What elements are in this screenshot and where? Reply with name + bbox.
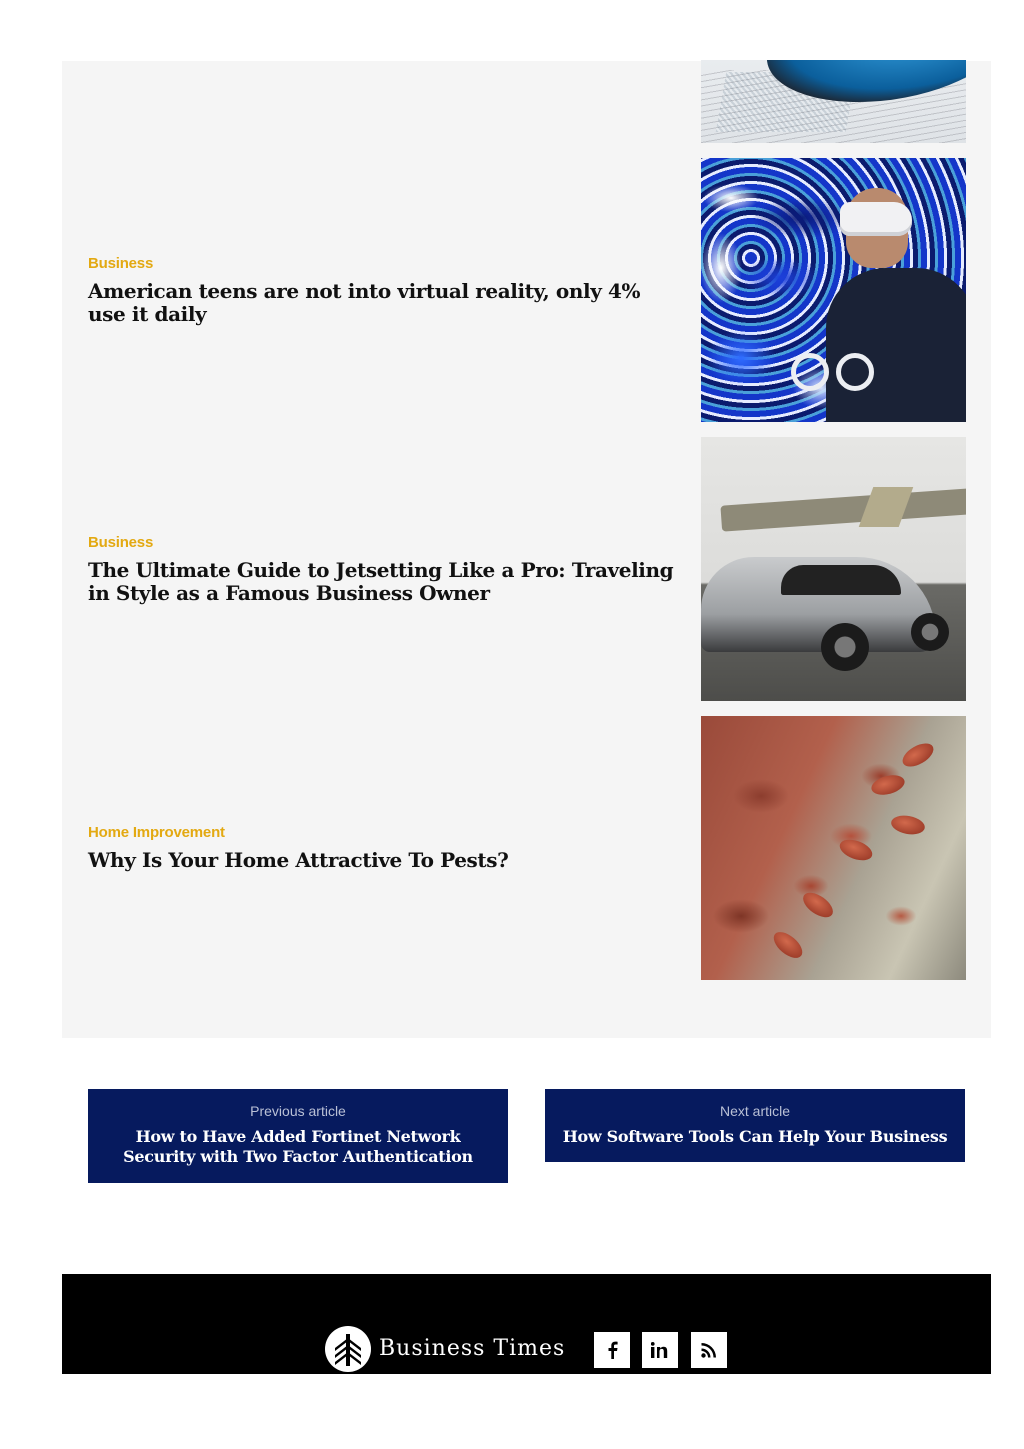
car-windshield bbox=[781, 565, 901, 595]
footer-brand[interactable]: Business Times bbox=[379, 1336, 566, 1361]
article-title[interactable]: Why Is Your Home Attractive To Pests? bbox=[88, 848, 509, 872]
article-text bbox=[88, 534, 678, 605]
termite bbox=[837, 836, 875, 865]
linkedin-icon[interactable] bbox=[642, 1332, 678, 1368]
termite bbox=[899, 739, 937, 772]
site-footer bbox=[62, 1274, 991, 1374]
termite bbox=[890, 813, 927, 837]
previous-article-button[interactable] bbox=[88, 1089, 508, 1183]
business-times-logo-icon[interactable] bbox=[325, 1326, 371, 1372]
car-wheel bbox=[911, 613, 949, 651]
termite bbox=[869, 772, 907, 798]
facebook-icon[interactable] bbox=[594, 1332, 630, 1368]
jet-tail bbox=[859, 487, 914, 527]
termite bbox=[769, 927, 807, 963]
related-articles-panel bbox=[62, 61, 991, 1038]
article-thumbnail[interactable] bbox=[701, 716, 966, 980]
car-wheel bbox=[821, 623, 869, 671]
vr-headset bbox=[840, 202, 912, 236]
article-category[interactable]: Home Improvement bbox=[88, 824, 225, 841]
article-thumbnail[interactable] bbox=[701, 158, 966, 422]
article-title[interactable]: American teens are not into virtual reality, only 4% use it daily bbox=[88, 279, 641, 326]
article-text bbox=[88, 255, 678, 326]
previous-article-title: How to Have Added Fortinet Network Security with Two Factor Authentication bbox=[123, 1127, 473, 1166]
vr-person bbox=[816, 188, 966, 422]
article-text bbox=[88, 824, 678, 872]
next-article-label: Next article bbox=[719, 1103, 791, 1119]
termite bbox=[799, 888, 837, 922]
person-body bbox=[826, 268, 966, 422]
next-article-title: How Software Tools Can Help Your Business bbox=[562, 1127, 948, 1146]
article-thumbnail[interactable] bbox=[701, 437, 966, 701]
article-category[interactable]: Business bbox=[88, 255, 154, 272]
newspaper-thumbnail[interactable] bbox=[701, 60, 966, 143]
rss-icon[interactable] bbox=[691, 1332, 727, 1368]
vr-controller-left bbox=[791, 353, 829, 391]
previous-article-label: Previous article bbox=[250, 1103, 346, 1119]
article-title[interactable]: The Ultimate Guide to Jetsetting Like a Pro: Traveling in Style as a Famous Business Owner bbox=[88, 558, 674, 605]
vr-controller-right bbox=[836, 353, 874, 391]
next-article-button[interactable] bbox=[545, 1089, 965, 1162]
article-category[interactable]: Business bbox=[88, 534, 154, 551]
jet-wing bbox=[720, 488, 966, 531]
